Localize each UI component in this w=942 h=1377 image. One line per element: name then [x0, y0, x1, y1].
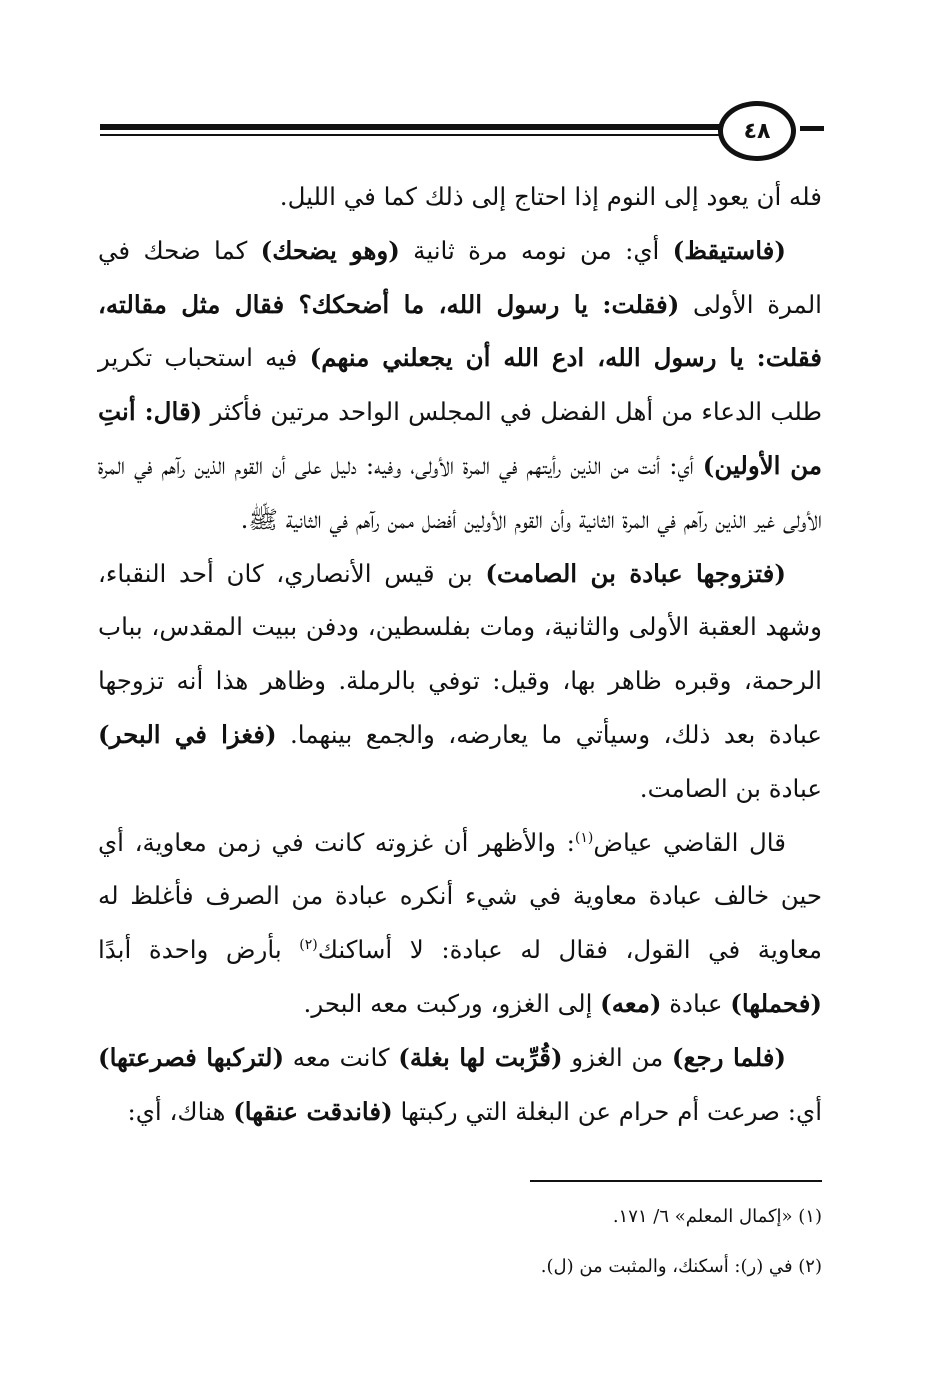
commentary-text: عبادة بن الصامت. [639, 773, 822, 803]
paragraph [98, 170, 822, 224]
commentary-text: أي: من نومه مرة ثانية [399, 235, 673, 265]
quoted-hadith-text: (معه) [600, 988, 662, 1018]
footnote-1: (١) «إكمال المعلم» ٦/ ١٧١. [612, 1206, 822, 1227]
header-rule [100, 124, 720, 130]
commentary-text: كانت معه [284, 1042, 399, 1072]
footnote-2: (٢) في (ر): أسكنك، والمثبت من (ل). [540, 1256, 822, 1277]
quoted-hadith-text: (فاندقت عنقها) [233, 1096, 393, 1126]
quoted-hadith-text: (فحملها) [730, 988, 822, 1018]
paragraph [98, 816, 822, 1031]
paragraph [98, 1031, 822, 1139]
page-number: ٤٨ [743, 118, 771, 144]
commentary-text: : والأظهر أن غزوته كانت في زمن معاوية، أي حين خالف عبادة معاوية في شيء أنكره عبادة من الصرف فأغلظ له معاوية في القول، فقال له عبادة: لا أساكنك [98, 827, 823, 965]
commentary-text: فله أن يعود إلى النوم إذا احتاج إلى ذلك كما في الليل. [279, 182, 822, 211]
commentary-text: بن قيس الأنصاري، كان أحد النقباء، وشهد العقبة الأولى والثانية، ومات بفلسطين، ودفن ببيت المقدس، بباب الرحمة، وقبره ظاهر بها، وقيل: توفي بالرملة. وظاهر هذا أنه تزوجها عبادة بعد ذلك، وسيأتي ما يعارضه، والجمع بينهما. [98, 558, 823, 749]
page-number-badge [718, 101, 796, 161]
commentary-text: أي: صرعت أم حرام عن البغلة التي ركبتها [392, 1096, 822, 1126]
quoted-hadith-text: (فغزا في البحر) [98, 719, 277, 749]
commentary-text: بأرض واحدة أبدًا [98, 935, 300, 965]
paragraph [98, 547, 822, 816]
header-rule-right [800, 126, 824, 131]
footnote-divider [530, 1180, 822, 1182]
footnote-marker: (٢) [299, 937, 318, 953]
quoted-hadith-text: (لتركبها فصرعتها) [98, 1042, 285, 1072]
commentary-text: عبادة [661, 988, 731, 1018]
quoted-hadith-text: (قال: أنتِ من الأولين) [98, 397, 822, 480]
quoted-hadith-text: (وهو يضحك) [260, 235, 400, 265]
commentary-text: فيه استحباب تكرير طلب الدعاء من أهل الفضل في المجلس الواحد مرتين فأكثر [98, 343, 822, 427]
footnotes [98, 1192, 822, 1292]
quoted-hadith-text: (فلما رجع) [671, 1042, 787, 1072]
commentary-text: كما ضحك في المرة الأولى [98, 235, 822, 319]
quoted-hadith-text: (فقلت: يا رسول الله، ما أضحكك؟ فقال مثل مقالته، فقلت: يا رسول الله، ادع الله أن يجعلني منهم) [98, 289, 822, 373]
commentary-text: أي: أنت من الذين رأيتهم في المرة الأولى، وفيه: دليل على أن القوم الذين رآهم في المرة الأولى غير الذين رآهم في المرة الثانية وأن القوم الأولين أفضل ممن رآهم في الثانية ﷺ. [98, 450, 822, 534]
footnote-marker: (١) [574, 829, 594, 846]
paragraph [98, 224, 822, 547]
quoted-hadith-text: (قُرِّبت لها بغلة) [398, 1042, 563, 1072]
header-rule-thin [100, 134, 720, 136]
commentary-text: من الغزو [562, 1042, 672, 1072]
quoted-hadith-text: (فاستيقظ) [672, 235, 786, 265]
commentary-text: إلى الغزو، وركبت معه البحر. [303, 988, 601, 1018]
commentary-text: هناك، أي: [127, 1096, 234, 1126]
commentary-text: قال القاضي عياض [593, 827, 786, 857]
quoted-hadith-text: (فتزوجها عبادة بن الصامت) [485, 558, 786, 588]
body-text [98, 170, 822, 1138]
